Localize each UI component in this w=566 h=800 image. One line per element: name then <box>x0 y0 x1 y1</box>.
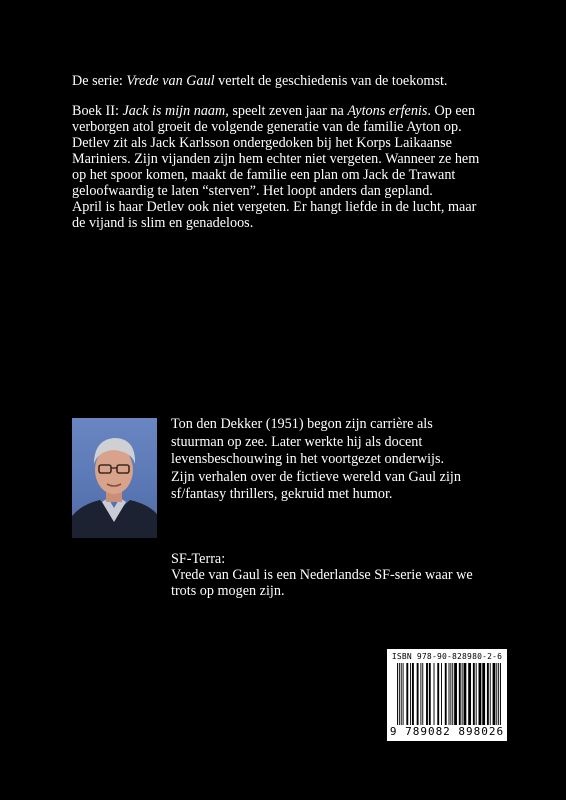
review-source: SF-Terra: <box>171 551 226 567</box>
review-line: Vrede van Gaul is een Nederlandse SF-serie waar we <box>171 567 473 583</box>
barcode-bar <box>445 663 447 725</box>
barcode-bar <box>403 663 404 725</box>
review-line: trots op mogen zijn. <box>171 583 285 599</box>
bio-line: Ton den Dekker (1951) begon zijn carrière als <box>171 416 433 432</box>
barcode-bar <box>406 663 408 725</box>
blurb-line: Mariniers. Zijn vijanden zijn hem echter niet vergeten. Wanneer ze hem <box>72 151 480 167</box>
blurb-mid: , speelt zeven jaar na <box>225 103 348 119</box>
blurb-line <box>72 103 512 119</box>
blurb-line: op het spoor komen, maakt de familie een plan om Jack de Trawant <box>72 167 456 183</box>
bio-line: sf/fantasy thrillers, gekruid met humor. <box>171 486 393 502</box>
author-bio <box>171 416 471 504</box>
blurb-end: . Op een <box>427 103 476 119</box>
barcode-bar <box>410 663 411 725</box>
barcode-bar <box>468 663 471 725</box>
blurb-line: April is haar Detlev ook niet vergeten. Er hangt liefde in de lucht, maar <box>72 199 477 215</box>
barcode-bar <box>434 663 435 725</box>
series-intro <box>72 73 512 89</box>
barcode-bar <box>437 663 439 725</box>
series-intro-suffix: vertelt de geschiedenis van de toekomst. <box>214 73 448 89</box>
isbn-barcode <box>387 649 507 741</box>
barcode-bar <box>450 663 451 725</box>
barcode-bar <box>454 663 457 725</box>
barcode-bar <box>459 663 461 725</box>
series-name: Vrede van Gaul <box>126 73 215 89</box>
previous-book-title: Aytons erfenis <box>347 103 428 119</box>
barcode-bar <box>449 663 450 725</box>
barcode-bar <box>426 663 428 725</box>
author-photo <box>72 418 157 538</box>
barcode-bar <box>441 663 442 725</box>
series-intro-prefix: De serie: <box>72 73 127 89</box>
barcode-bars <box>397 663 501 725</box>
barcode-bar <box>464 663 467 725</box>
bio-line: levensbeschouwing in het voortgezet onderwijs. <box>171 451 445 467</box>
barcode-bar <box>487 663 489 725</box>
barcode-bar <box>493 663 496 725</box>
blurb-prefix: Boek II: <box>72 103 123 119</box>
book-blurb <box>72 103 512 231</box>
review-quote <box>171 551 491 599</box>
barcode-bar <box>473 663 475 725</box>
author-portrait-icon <box>72 418 157 538</box>
blurb-line: verborgen atol groeit de volgende generatie van de familie Ayton op. <box>72 119 462 135</box>
barcode-bar <box>452 663 453 725</box>
blurb-line: Detlev zit als Jack Karlsson ondergedoken bij het Korps Laikaanse <box>72 135 452 151</box>
barcode-bar <box>412 663 414 725</box>
bio-line: stuurman op zee. Later werkte hij als docent <box>171 433 423 450</box>
ean-digits: 9 789082 898026 <box>389 725 505 738</box>
bio-line: Zijn verhalen over de fictieve wereld van Gaul zijn <box>171 468 461 485</box>
isbn-label: ISBN 978-90-828980-2-6 <box>391 652 503 661</box>
barcode-bar <box>500 663 501 725</box>
blurb-line: de vijand is slim en genadeloos. <box>72 215 254 231</box>
barcode-bar <box>496 663 497 725</box>
blurb-line: geloofwaardig te laten “sterven”. Het loopt anders dan gepland. <box>72 183 433 199</box>
barcode-bar <box>397 663 398 725</box>
barcode-bar <box>482 663 485 725</box>
barcode-bar <box>490 663 491 725</box>
barcode-bar <box>401 663 402 725</box>
barcode-bar <box>399 663 400 725</box>
barcode-bar <box>429 663 431 725</box>
barcode-bar <box>476 663 477 725</box>
barcode-bar <box>417 663 419 725</box>
book-title: Jack is mijn naam <box>122 103 226 119</box>
barcode-bar <box>479 663 482 725</box>
barcode-bar <box>498 663 499 725</box>
barcode-bar <box>420 663 421 725</box>
barcode-bar <box>462 663 463 725</box>
barcode-bar <box>422 663 423 725</box>
